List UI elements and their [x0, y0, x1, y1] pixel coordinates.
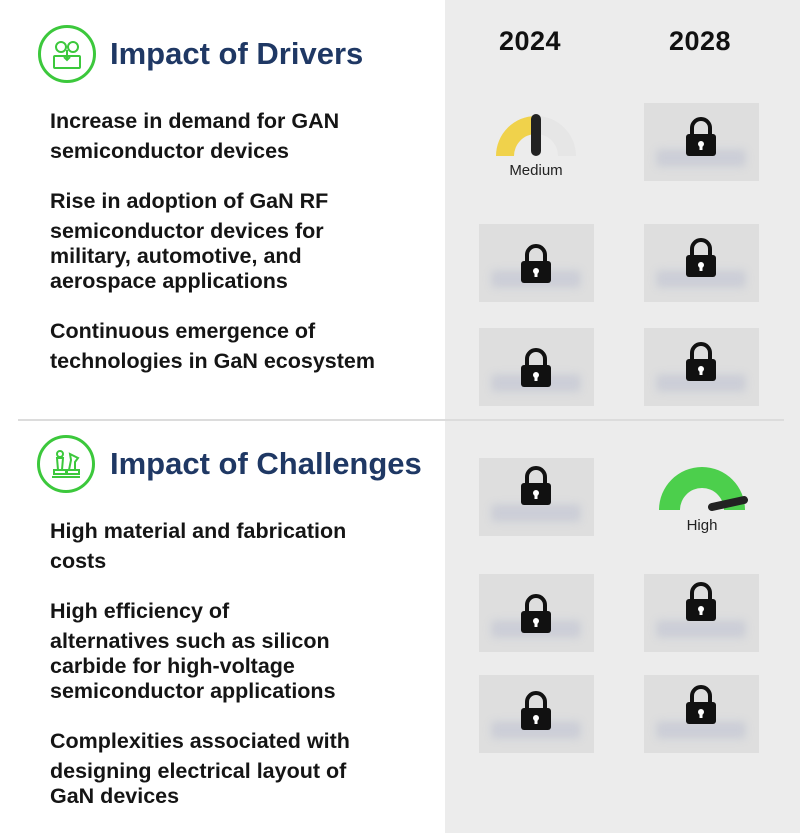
section-divider [18, 419, 784, 421]
driver-row-2-label: Rise in adoption of GaN RF semiconductor devices for military, automotive, and aerospace applications [50, 189, 329, 293]
challenge-row-2-label: High efficiency of alternatives such as silicon carbide for high-voltage semiconductor applications [50, 599, 336, 703]
gauge-high-label: High [686, 517, 718, 534]
challenges-title: Impact of Challenges [110, 446, 422, 481]
column-header-2024: 2024 [498, 26, 562, 56]
locked-cell-driver-3-2028[interactable] [644, 328, 759, 406]
gauge-medium-label: Medium [509, 162, 563, 179]
challenge-row-1-label: High material and fabrication costs [50, 519, 347, 573]
challenge-row-3-label: Complexities associated with designing electrical layout of GaN devices [50, 729, 350, 808]
locked-cell-challenge-2-2028[interactable] [644, 574, 759, 652]
padlock-icon [519, 348, 553, 390]
padlock-icon [684, 117, 718, 159]
padlock-icon [519, 244, 553, 286]
padlock-icon [684, 238, 718, 280]
locked-cell-challenge-3-2028[interactable] [644, 675, 759, 753]
gauge-medium-dial [476, 108, 596, 168]
locked-cell-challenge-2-2024[interactable] [479, 574, 594, 652]
padlock-icon [519, 594, 553, 636]
locked-cell-challenge-1-2024[interactable] [479, 458, 594, 536]
drivers-gear-icon [38, 25, 96, 83]
locked-cell-driver-2-2024[interactable] [479, 224, 594, 302]
chess-pieces-icon [37, 435, 95, 493]
locked-cell-driver-2-2028[interactable] [644, 224, 759, 302]
driver-row-1-label: Increase in demand for GAN semiconductor devices [50, 109, 340, 163]
locked-cell-driver-1-2028[interactable] [644, 103, 759, 181]
locked-cell-challenge-3-2024[interactable] [479, 675, 594, 753]
driver-row-3-label: Continuous emergence of technologies in GaN ecosystem [50, 319, 375, 373]
padlock-icon [684, 582, 718, 624]
padlock-icon [519, 691, 553, 733]
drivers-title: Impact of Drivers [110, 36, 364, 71]
gauge-high-dial [642, 462, 762, 522]
column-header-2028: 2028 [668, 26, 732, 56]
padlock-icon [684, 342, 718, 384]
gauge-high [642, 462, 762, 542]
locked-cell-driver-3-2024[interactable] [479, 328, 594, 406]
gauge-medium [476, 108, 596, 188]
padlock-icon [519, 466, 553, 508]
padlock-icon [684, 685, 718, 727]
